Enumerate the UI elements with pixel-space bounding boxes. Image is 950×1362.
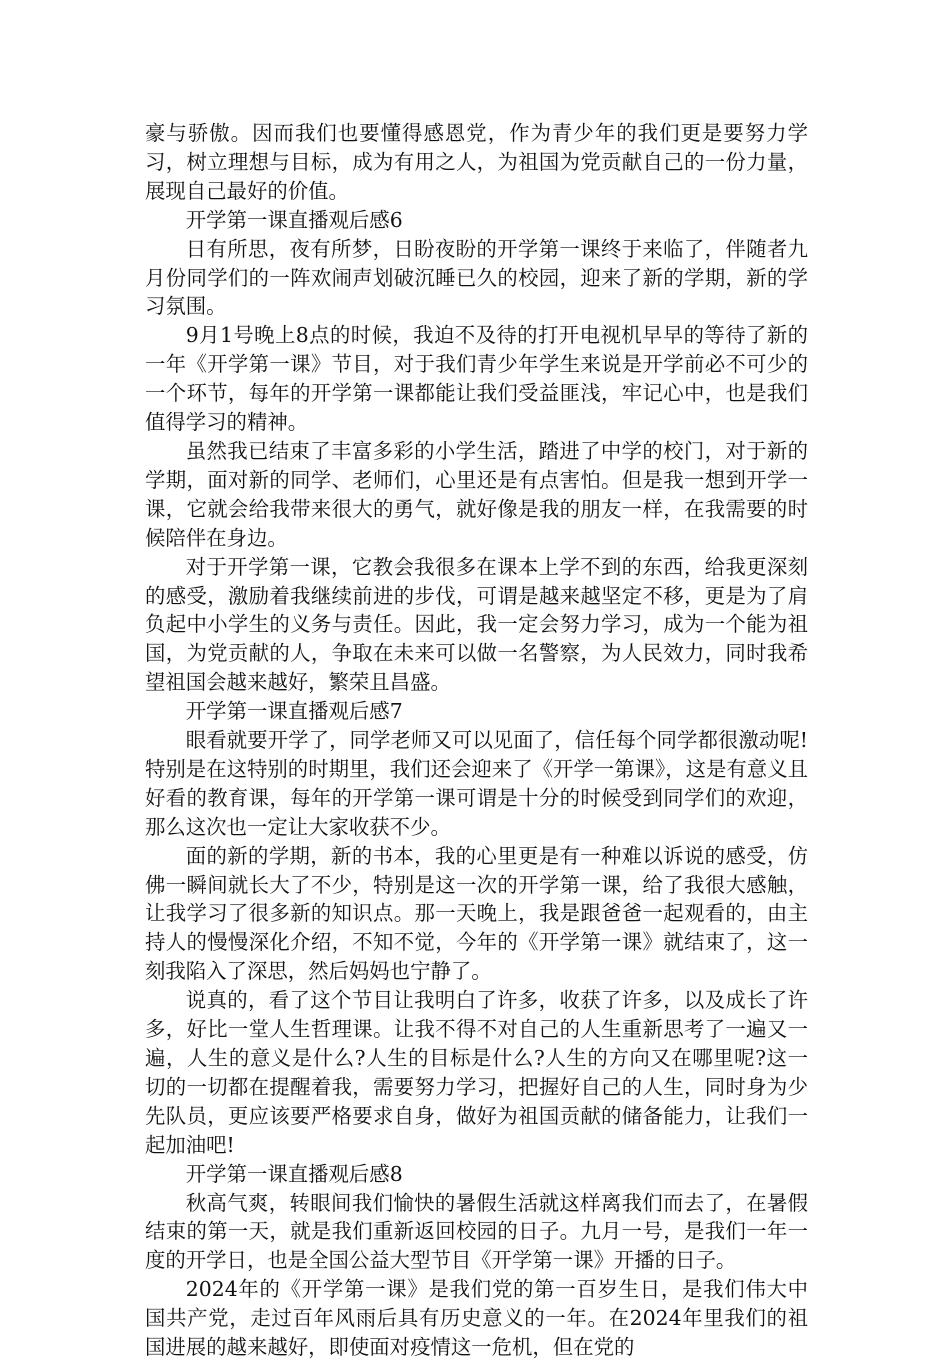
paragraph: 9月1号晚上8点的时候，我迫不及待的打开电视机早早的等待了新的一年《开学第一课》节目，对于我们青少年学生来说是开学前必不可少的一个环节，每年的开学第一课都能让我们受益匪浅，牢记心中，也是我们值得学习的精神。: [145, 323, 808, 435]
paragraph: 秋高气爽，转眼间我们愉快的暑假生活就这样离我们而去了，在暑假结束的第一天，就是我们重新返回校园的日子。九月一号，是我们一年一度的开学日，也是全国公益大型节目《开学第一课》开播的日子。: [145, 1190, 808, 1273]
paragraph-continuation: 豪与骄傲。因而我们也要懂得感恩党，作为青少年的我们更是要努力学习，树立理想与目标，成为有用之人，为祖国为党贡献自己的一份力量，展现自己最好的价值。: [145, 121, 808, 203]
paragraph: 2024年的《开学第一课》是我们党的第一百岁生日，是我们伟大中国共产党，走过百年风雨后具有历史意义的一年。在2024年里我们的祖国进展的越来越好，即使面对疫情这一危机，但在党的: [145, 1277, 808, 1360]
paragraph: 日有所思，夜有所梦，日盼夜盼的开学第一课终于来临了，伴随者九月份同学们的一阵欢闹声划破沉睡已久的校园，迎来了新的学期，新的学习氛围。: [145, 236, 808, 319]
paragraph: 对于开学第一课，它教会我很多在课本上学不到的东西，给我更深刻的感受，激励着我继续前进的步伐，可谓是越来越坚定不移，更是为了肩负起中小学生的义务与责任。因此，我一定会努力学习，成为一个能为祖国，为党贡献的人，争取在未来可以做一名警察，为人民效力，同时我希望祖国会越来越好，繁荣且昌盛。: [145, 554, 808, 695]
paragraph: 虽然我已结束了丰富多彩的小学生活，踏进了中学的校门，对于新的学期，面对新的同学、老师们，心里还是有点害怕。但是我一想到开学一课，它就会给我带来很大的勇气，就好像是我的朋友一样，在我需要的时候陪伴在身边。: [145, 438, 808, 550]
section-heading-8: 开学第一课直播观后感8: [185, 1161, 403, 1186]
section-heading-7: 开学第一课直播观后感7: [185, 699, 403, 724]
paragraph: 眼看就要开学了，同学老师又可以见面了，信任每个同学都很激动呢!特别是在这特别的时期里，我们还会迎来了《开学一第课》，这是有意义且好看的教育课，每年的开学第一课可谓是十分的时候受到同学们的欢迎，那么这次也一定让大家收获不少。: [145, 728, 808, 839]
paragraph: 面的新的学期，新的书本，我的心里更是有一种难以诉说的感受，仿佛一瞬间就长大了不少，特别是这一次的开学第一课，给了我很大感触，让我学习了很多新的知识点。那一天晚上，我是跟爸爸一起观看的，由主持人的慢慢深化介绍，不知不觉，今年的《开学第一课》就结束了，这一刻我陷入了深思，然后妈妈也宁静了。: [145, 843, 808, 984]
paragraph: 说真的，看了这个节目让我明白了许多，收获了许多，以及成长了许多，好比一堂人生哲理课。让我不得不对自己的人生重新思考了一遍又一遍，人生的意义是什么?人生的目标是什么?人生的方向又在哪里呢?这一切的一切都在提醒着我，需要努力学习，把握好自己的人生，同时身为少先队员，更应该要严格要求自身，做好为祖国贡献的储备能力，让我们一起加油吧!: [145, 988, 808, 1157]
document-body: [145, 119, 808, 1362]
section-heading-6: 开学第一课直播观后感6: [185, 207, 403, 232]
